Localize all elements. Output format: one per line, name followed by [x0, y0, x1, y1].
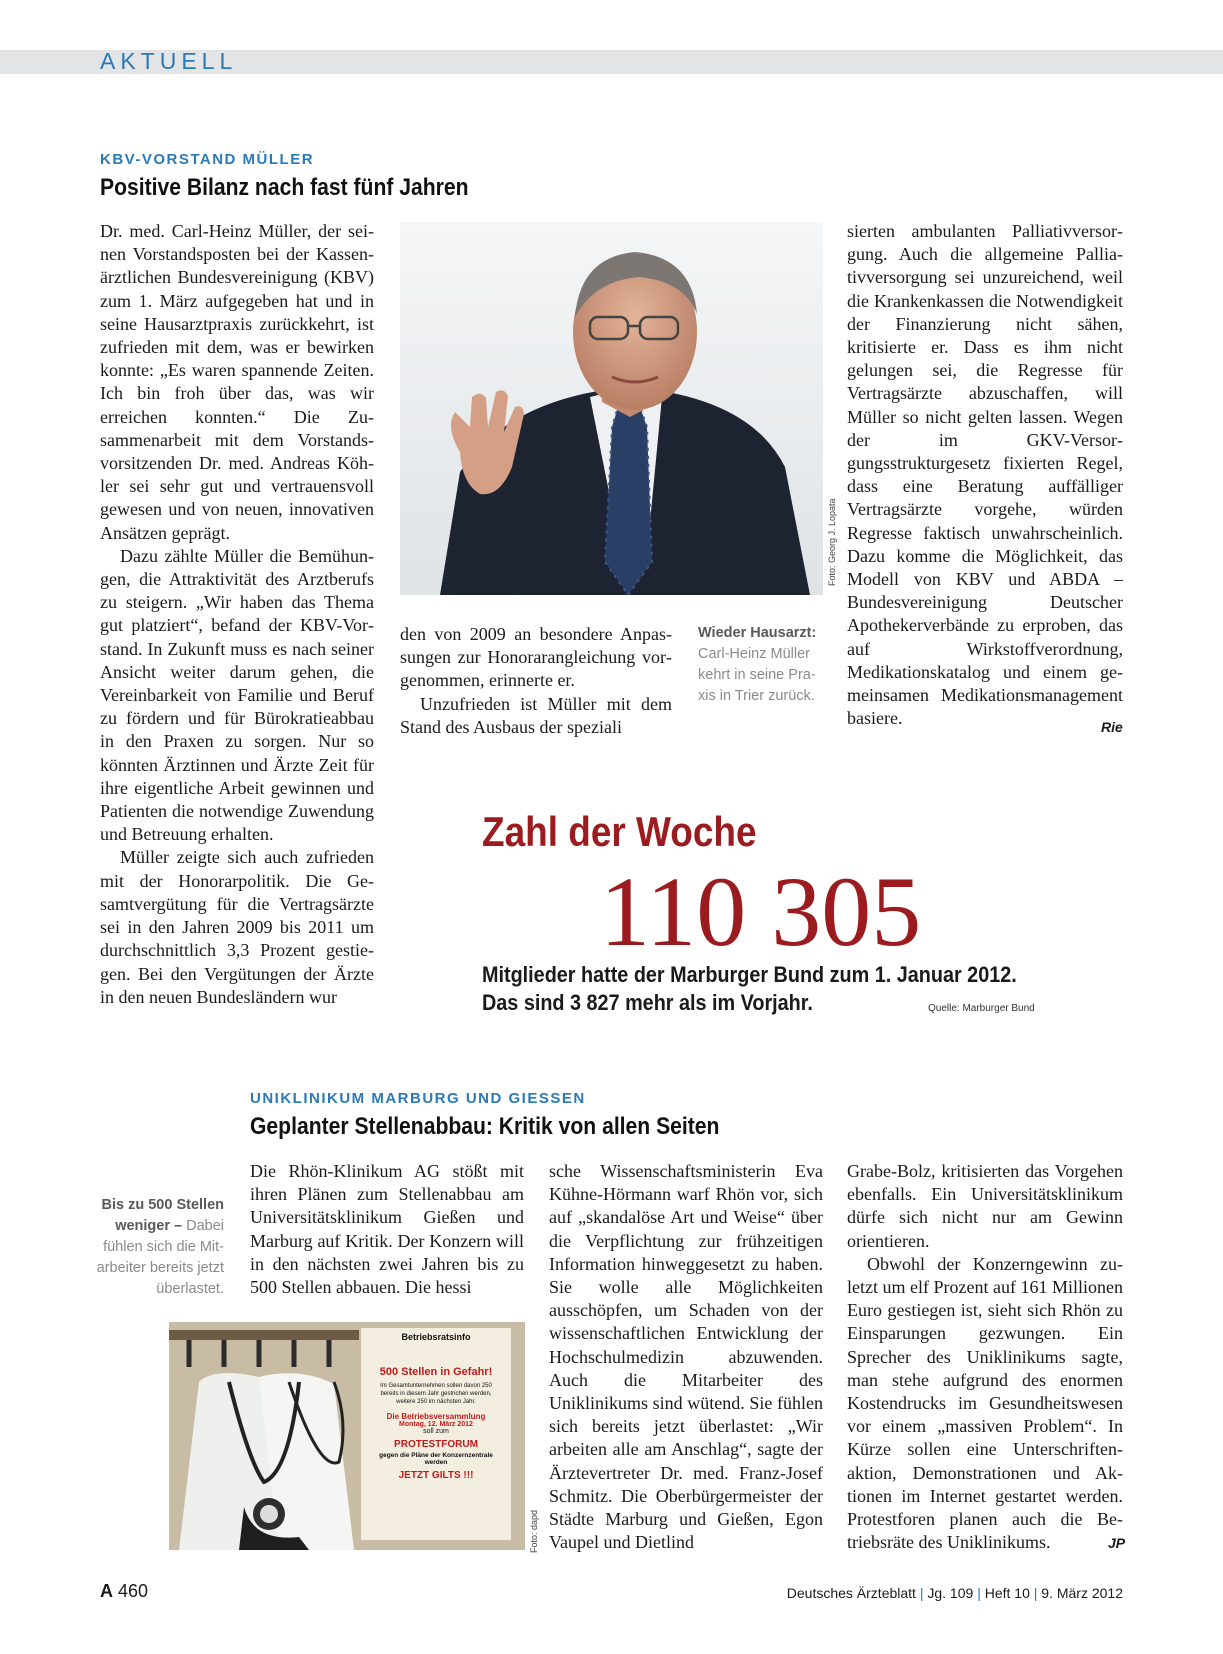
article1-kicker: KBV-VORSTAND MÜLLER [100, 151, 315, 168]
page-letter: A [100, 1581, 113, 1601]
article1-paragraph: Unzufrieden ist Müller mit dem Stand des Ausbaus der speziali [400, 693, 672, 737]
number-of-week-line-2: Das sind 3 827 mehr als im Vorjahr. [482, 990, 813, 1015]
article1-column-1 [100, 220, 374, 1009]
article1-column-2 [400, 623, 672, 739]
article2-column-2 [549, 1160, 823, 1554]
journal-info [787, 1585, 1123, 1601]
number-of-week-source: Quelle: Marburger Bund [928, 1003, 1035, 1014]
poster-body: Im Gesamtunternehmen sollen davon 250 bereits in diesem Jahr gestrichen werden, weitere 250 im nächsten Jahr. [380, 1383, 492, 1405]
article2-kicker: UNIKLINIKUM MARBURG UND GIESSEN [250, 1090, 586, 1107]
article1-byline: Rie [1101, 719, 1123, 735]
number-of-week-title: Zahl der Woche [482, 808, 757, 855]
article2-title: Geplanter Stellenabbau: Kritik von allen Seiten [250, 1113, 720, 1140]
caption-title: Bis zu 500 Stellen weniger – [101, 1197, 224, 1234]
poster-heading: Betriebsratsinfo [401, 1332, 471, 1342]
caption-text: Dabei fühlen sich die Mitarbeiter bereits jetzt überlastet. [96, 1218, 224, 1297]
article2-photo-credit: Foto: dapd [529, 1509, 539, 1553]
poster-against: gegen die Pläne der Konzernzentrale werden [379, 1452, 493, 1466]
article1-paragraph: Müller zeigte sich auch zufrieden mit der Honorarpolitik. Die Gesamtvergütung für die Vertragsärzte sei in den Jahren 2009 bis 2011 um durchschnittlich 3,3 Prozent gestiegen. Bei den Vergütungen der Ärzte in den neuen Bundesländern wur [100, 847, 374, 1007]
poster-date: Montag, 12. März 2012 [399, 1421, 473, 1428]
journal-volume: Jg. 109 [927, 1585, 974, 1601]
article2-paragraph: Grabe-Bolz, kritisierten das Vorgehen ebenfalls. Ein Universitätsklinikum dürfe sich nicht nur am Gewinn orientieren. [847, 1161, 1123, 1251]
article1-column-3 [847, 220, 1123, 730]
article1-paragraph: Dazu zählte Müller die Bemühungen, die Attraktivität des Arztberufs zu steigern. „Wir haben das Thema gut platziert“, befand der KBV-Vorstand. In Zukunft muss es nach seiner Ansicht weiter darum gehen, die Vereinbarkeit von Familie und Beruf zu fördern und für Bürokratieabbau in den Praxen zu sorgen. Nur so könnten Ärztinnen und Ärzte Zeit für ihre eigentliche Arbeit gewinnen und Patienten die notwendige Zuwendung und Betreuung erhalten. [100, 545, 374, 845]
notice-poster [361, 1328, 511, 1540]
article1-paragraph: den von 2009 an besondere Anpassungen zur Honorarangleichung vorgenommen, erinnerte er. [400, 624, 672, 691]
separator: | [919, 1585, 924, 1601]
number-of-week-value: 110 305 [600, 856, 922, 967]
poster-cta: JETZT GILTS !!! [398, 1470, 474, 1481]
article1-photo-credit: Foto: Georg J. Lopata [827, 498, 837, 586]
page-number [100, 1581, 148, 1602]
portrait-photo [400, 222, 823, 595]
article2-paragraph: Die Rhön-Klinikum AG stößt mit ihren Plänen zum Stellenabbau am Universitätsklinikum Gießen und Marburg auf Kritik. Der Konzern will in den nächsten zwei Jahren bis zu 500 Stellen abbauen. Die hessi [250, 1161, 524, 1298]
caption-text: Carl-Heinz Müller kehrt in seine Praxis in Trier zurück. [698, 646, 816, 704]
article1-title: Positive Bilanz nach fast fünf Jahren [100, 174, 469, 201]
article2-column-1 [250, 1160, 524, 1299]
article2-column-3 [847, 1160, 1126, 1554]
journal-date: 9. März 2012 [1041, 1585, 1123, 1601]
article2-photo-caption [94, 1195, 224, 1300]
article2-byline: JP [1108, 1535, 1126, 1551]
article2-paragraph: sche Wissenschaftsministerin Eva Kühne-Hörmann warf Rhön vor, sich auf „skandalöse Art und Weise“ über die Verpflichtung zur frühzeitigen Information hinweggesetzt zu haben. Sie wolle alle Möglichkeiten ausschöpfen, um Schaden von der wissenschaftlichen Entwicklung der Hochschulmedizin abzuwenden. Auch die Mitarbeiter des Uniklinikums sind wütend. Sie fühlen sich bereits jetzt überlastet: „Wir arbeiten alle am Anschlag“, sagte der Ärztevertreter Dr. med. Franz-Josef Schmitz. Die Oberbürgermeister der Städte Marburg und Gießen, Egon Vaupel und Dietlind [549, 1161, 823, 1553]
article1-photo-caption [698, 623, 820, 707]
separator: | [977, 1585, 981, 1601]
article1-paragraph: Dr. med. Carl-Heinz Müller, der seinen Vorstandsposten bei der Kassenärztlichen Bundesvereinigung (KBV) zum 1. März aufgegeben hat und in seine Hausarztpraxis zurückkehrt, ist zufrieden mit dem, was er bewirken konnte: „Es waren spannende Zeiten. Ich bin froh über das, was wir erreichen konnten.“ Die Zusammenarbeit mit dem Vorstandsvorsitzenden Dr. med. Andreas Köhler sei sehr gut und vertrauensvoll gewesen und von neuen, innovativen Ansätzen geprägt. [100, 221, 374, 543]
poster-alert: 500 Stellen in Gefahr! [379, 1366, 493, 1378]
portrait-illustration [400, 222, 823, 595]
article1-paragraph: sierten ambulanten Palliativversorgung. Auch die allgemeine Palliativversorgung sei unzureichend, weil die Krankenkassen die Notwendigkeit der Finanzierung nicht sähen, kritisierte er. Dass es ihm nicht gelungen sei, die Regresse für Vertragsärzte abzuschaffen, will Müller so nicht gelten lassen. Wegen der im GKV-Versorgungsstrukturgesetz fixierten Regel, dass eine Beratung auffälliger Vertragsärzte vorgehe, würden Regresse faktisch unwahrscheinlich. Dazu komme die Möglichkeit, das Modell von KBV und ABDA – Bundesvereinigung Deutscher Apothekerverbände zu erproben, das auf Wirkstoffverordnung, Medikationskatalog und einem gemeinsamen Medikationsmanagement basiere. [847, 221, 1123, 729]
journal-name: Deutsches Ärzteblatt [786, 1585, 916, 1601]
page-number-value: 460 [118, 1581, 149, 1601]
poster-meeting: Die Betriebsversammlung [386, 1412, 486, 1421]
journal-issue: Heft 10 [984, 1585, 1030, 1601]
poster-soll: soll zum [423, 1428, 449, 1435]
number-of-week-line-1: Mitglieder hatte der Marburger Bund zum 1. Januar 2012. [482, 962, 1017, 987]
article2-paragraph: Obwohl der Konzerngewinn zuletzt um elf Prozent auf 161 Millionen Euro gestiegen ist, sieht sich Rhön zu Einsparungen gezwungen. Ein Sprecher des Uniklinikums sagte, man stehe aufgrund des enormen Kostendrucks im Gesundheitswesen vor einem „massiven Problem“. In Kürze sollen eine Unterschriftenaktion, Demonstrationen und Aktionen im Internet gestartet werden. Protestforen planen auch die Betriebsräte des Uniklinikums. [847, 1253, 1123, 1553]
caption-title: Wieder Hausarzt: [698, 625, 817, 641]
section-label: AKTUELL [100, 48, 238, 74]
separator: | [1033, 1585, 1038, 1601]
protest-photo [169, 1322, 525, 1550]
poster-forum: PROTESTFORUM [394, 1439, 478, 1450]
